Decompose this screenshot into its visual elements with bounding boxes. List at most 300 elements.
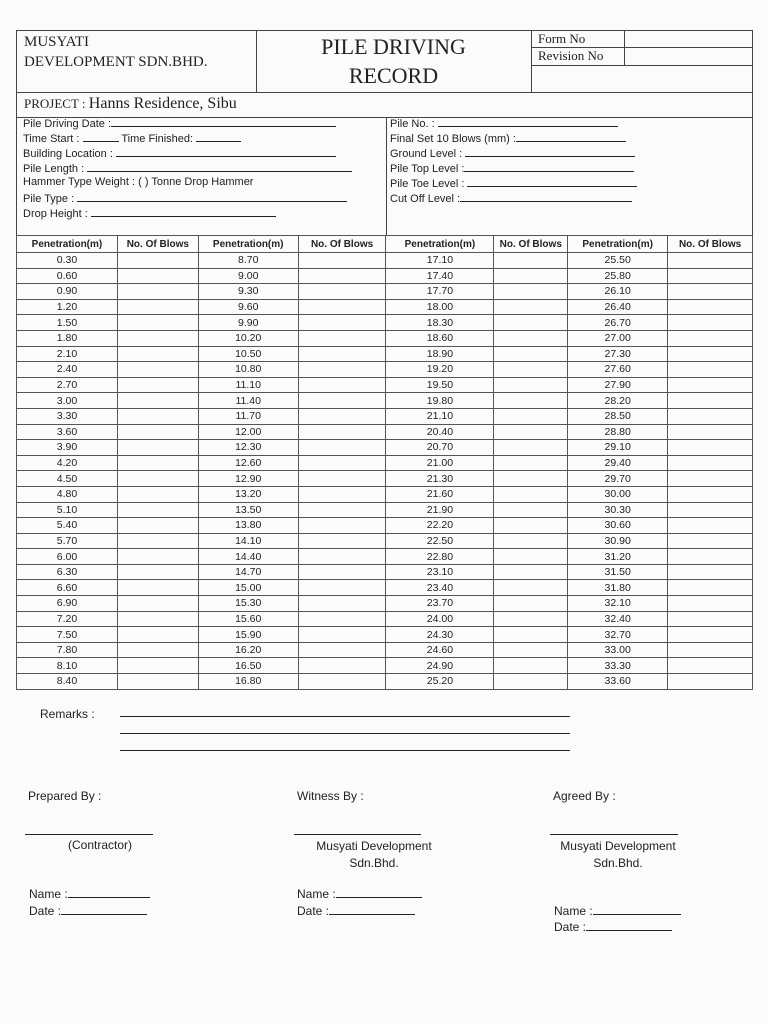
blows-cell[interactable] [668,471,753,487]
blows-cell[interactable] [494,408,568,424]
blows-cell[interactable] [298,362,386,378]
penetration-cell: 31.20 [568,549,668,565]
penetration-cell: 28.50 [568,408,668,424]
penetration-cell: 25.20 [386,674,494,690]
field-pile-type[interactable]: Pile Type : [23,191,347,205]
table-row [17,611,753,627]
blows-cell[interactable] [117,674,198,690]
penetration-cell: 7.80 [17,642,118,658]
field-cut-off-level[interactable]: Cut Off Level : [390,191,632,205]
blows-cell[interactable] [668,658,753,674]
blows-cell[interactable] [494,471,568,487]
blows-cell[interactable] [298,315,386,331]
date-field-prepared[interactable]: Date : [29,904,147,918]
table-row [17,299,753,315]
blows-cell[interactable] [668,580,753,596]
blows-cell[interactable] [117,533,198,549]
field-drop-height[interactable]: Drop Height : [23,206,276,220]
penetration-cell: 15.00 [198,580,298,596]
witness-org: Musyati Development Sdn.Bhd. [316,839,432,870]
penetration-cell: 20.40 [386,424,494,440]
table-row [17,330,753,346]
blows-cell[interactable] [117,564,198,580]
blows-cell[interactable] [668,502,753,518]
penetration-cell: 11.70 [198,408,298,424]
blows-cell[interactable] [494,346,568,362]
table-row [17,486,753,502]
blows-cell[interactable] [117,424,198,440]
contractor-label: (Contractor) [68,838,133,852]
blows-cell[interactable] [298,408,386,424]
blows-cell[interactable] [668,533,753,549]
blows-cell[interactable] [298,393,386,409]
table-row [17,533,753,549]
revision-no-label: Revision No [538,48,604,63]
blows-cell[interactable] [298,424,386,440]
penetration-cell: 30.30 [568,502,668,518]
penetration-cell: 9.60 [198,299,298,315]
penetration-cell: 4.80 [17,486,118,502]
field-pile-length[interactable]: Pile Length : [23,161,352,175]
blows-cell[interactable] [668,455,753,471]
blows-cell[interactable] [494,362,568,378]
blows-cell[interactable] [494,611,568,627]
penetration-cell: 13.80 [198,518,298,534]
blows-cell[interactable] [298,486,386,502]
blows-cell[interactable] [494,642,568,658]
field-ground-level[interactable]: Ground Level : [390,146,635,160]
blows-cell[interactable] [298,268,386,284]
blows-cell[interactable] [668,362,753,378]
column-header: Penetration(m) [198,236,298,253]
blows-cell[interactable] [117,627,198,643]
penetration-cell: 25.50 [568,253,668,269]
penetration-cell: 11.10 [198,377,298,393]
penetration-cell: 18.30 [386,315,494,331]
blows-cell[interactable] [298,580,386,596]
blows-cell[interactable] [494,518,568,534]
blows-cell[interactable] [298,346,386,362]
table-row [17,642,753,658]
page-title [256,32,531,90]
blows-cell[interactable] [494,455,568,471]
penetration-cell: 27.00 [568,330,668,346]
blows-cell[interactable] [298,596,386,612]
blows-cell[interactable] [117,299,198,315]
blows-cell[interactable] [298,533,386,549]
table-row [17,253,753,269]
penetration-cell: 19.80 [386,393,494,409]
blows-cell[interactable] [298,549,386,565]
penetration-cell: 12.60 [198,455,298,471]
table-row [17,440,753,456]
penetration-cell: 29.40 [568,455,668,471]
project-row [24,95,237,113]
penetration-cell: 12.90 [198,471,298,487]
remarks-line[interactable] [120,716,570,717]
penetration-cell: 16.50 [198,658,298,674]
blows-cell[interactable] [117,642,198,658]
penetration-cell: 9.30 [198,284,298,300]
blows-cell[interactable] [117,471,198,487]
column-header: No. Of Blows [117,236,198,253]
blows-cell[interactable] [117,253,198,269]
penetration-cell: 32.10 [568,596,668,612]
penetration-cell: 21.00 [386,455,494,471]
penetration-cell: 17.70 [386,284,494,300]
penetration-cell: 6.00 [17,549,118,565]
penetration-cell: 21.60 [386,486,494,502]
penetration-cell: 30.00 [568,486,668,502]
blows-cell[interactable] [117,658,198,674]
penetration-cell: 16.80 [198,674,298,690]
penetration-cell: 15.90 [198,627,298,643]
column-header: No. Of Blows [494,236,568,253]
penetration-cell: 13.50 [198,502,298,518]
blows-cell[interactable] [117,377,198,393]
blows-cell[interactable] [668,377,753,393]
penetration-cell: 33.60 [568,674,668,690]
blows-cell[interactable] [494,502,568,518]
blows-cell[interactable] [298,440,386,456]
table-row [17,471,753,487]
title-line: RECORD [348,63,439,88]
blows-cell[interactable] [298,284,386,300]
penetration-cell: 28.80 [568,424,668,440]
penetration-cell: 9.00 [198,268,298,284]
blows-cell[interactable] [668,642,753,658]
company-line: DEVELOPMENT SDN.BHD. [24,54,208,70]
blows-cell[interactable] [298,658,386,674]
table-row [17,393,753,409]
blows-cell[interactable] [117,393,198,409]
blows-cell[interactable] [494,377,568,393]
penetration-cell: 10.80 [198,362,298,378]
blows-cell[interactable] [494,549,568,565]
penetration-cell: 18.00 [386,299,494,315]
blows-cell[interactable] [668,284,753,300]
field-pile-driving-date[interactable]: Pile Driving Date : [23,116,336,130]
penetration-cell: 17.10 [386,253,494,269]
penetration-cell: 31.80 [568,580,668,596]
blows-cell[interactable] [117,346,198,362]
penetration-cell: 13.20 [198,486,298,502]
column-header: No. Of Blows [298,236,386,253]
penetration-cell: 26.40 [568,299,668,315]
blows-cell[interactable] [298,471,386,487]
penetration-cell: 16.20 [198,642,298,658]
blows-cell[interactable] [298,642,386,658]
blows-cell[interactable] [494,299,568,315]
field-time[interactable]: Time Start : Time Finished: [23,131,241,145]
penetration-cell: 23.10 [386,564,494,580]
penetration-cell: 30.60 [568,518,668,534]
table-row [17,315,753,331]
penetration-cell: 8.40 [17,674,118,690]
penetration-cell: 7.20 [17,611,118,627]
field-pile-toe-level[interactable]: Pile Toe Level : [390,176,637,190]
penetration-cell: 20.70 [386,440,494,456]
penetration-cell: 18.90 [386,346,494,362]
penetration-cell: 0.30 [17,253,118,269]
penetration-cell: 24.90 [386,658,494,674]
blows-cell[interactable] [298,611,386,627]
blows-cell[interactable] [494,253,568,269]
penetration-cell: 8.10 [17,658,118,674]
penetration-cell: 10.20 [198,330,298,346]
blows-cell[interactable] [668,564,753,580]
table-row [17,408,753,424]
blows-cell[interactable] [668,549,753,565]
penetration-cell: 15.30 [198,596,298,612]
penetration-cell: 1.50 [17,315,118,331]
penetration-cell: 6.90 [17,596,118,612]
blows-cell[interactable] [494,596,568,612]
penetration-cell: 27.90 [568,377,668,393]
table-row [17,518,753,534]
column-header: Penetration(m) [17,236,118,253]
blows-cell[interactable] [298,502,386,518]
penetration-cell: 0.60 [17,268,118,284]
field-final-set[interactable]: Final Set 10 Blows (mm) : [390,131,626,145]
blows-cell[interactable] [117,315,198,331]
witness-by-label: Witness By : [297,789,364,803]
table-header-row [17,236,753,253]
blows-cell[interactable] [668,315,753,331]
penetration-cell: 24.00 [386,611,494,627]
blows-cell[interactable] [668,393,753,409]
penetration-cell: 27.30 [568,346,668,362]
blows-cell[interactable] [668,611,753,627]
date-field-agreed[interactable]: Date : [554,920,672,934]
blows-cell[interactable] [298,253,386,269]
column-header: Penetration(m) [386,236,494,253]
table-row [17,284,753,300]
blows-cell[interactable] [494,393,568,409]
table-row [17,346,753,362]
blows-cell[interactable] [668,253,753,269]
penetration-cell: 12.30 [198,440,298,456]
blows-cell[interactable] [668,518,753,534]
prepared-by-label: Prepared By : [28,789,102,803]
blows-cell[interactable] [494,315,568,331]
penetration-table [16,235,753,690]
table-row [17,658,753,674]
blows-cell[interactable] [117,596,198,612]
blows-cell[interactable] [494,533,568,549]
name-field-prepared[interactable]: Name : [29,887,150,901]
penetration-cell: 33.00 [568,642,668,658]
name-field-agreed[interactable]: Name : [554,904,681,918]
blows-cell[interactable] [494,440,568,456]
blows-cell[interactable] [668,440,753,456]
penetration-cell: 2.40 [17,362,118,378]
blows-cell[interactable] [494,268,568,284]
table-row [17,424,753,440]
signature-line[interactable] [25,834,153,835]
penetration-cell: 2.10 [17,346,118,362]
penetration-cell: 33.30 [568,658,668,674]
blows-cell[interactable] [668,408,753,424]
blows-cell[interactable] [298,455,386,471]
blows-cell[interactable] [298,299,386,315]
blows-cell[interactable] [668,424,753,440]
penetration-cell: 29.70 [568,471,668,487]
form-no-label: Form No [538,31,586,46]
penetration-cell: 22.80 [386,549,494,565]
field-pile-top-level[interactable]: Pile Top Level : [390,161,634,175]
penetration-cell: 28.20 [568,393,668,409]
penetration-cell: 21.90 [386,502,494,518]
table-row [17,362,753,378]
company-name [24,32,207,72]
penetration-cell: 3.00 [17,393,118,409]
penetration-cell: 1.20 [17,299,118,315]
penetration-cell: 3.60 [17,424,118,440]
field-pile-no[interactable]: Pile No. : [390,116,618,130]
remarks-line[interactable] [120,750,570,751]
signature-line[interactable] [550,834,678,835]
blows-cell[interactable] [494,284,568,300]
blows-cell[interactable] [494,627,568,643]
blows-cell[interactable] [117,580,198,596]
blows-cell[interactable] [117,330,198,346]
title-line: PILE DRIVING [321,34,466,59]
penetration-cell: 29.10 [568,440,668,456]
blows-cell[interactable] [668,486,753,502]
penetration-cell: 5.40 [17,518,118,534]
divider [16,92,753,93]
blows-cell[interactable] [494,580,568,596]
name-field-witness[interactable]: Name : [297,887,422,901]
company-line: MUSYATI [24,34,90,50]
table-row [17,455,753,471]
column-header: Penetration(m) [568,236,668,253]
blows-cell[interactable] [298,518,386,534]
divider [386,117,387,235]
penetration-cell: 21.30 [386,471,494,487]
blows-cell[interactable] [668,330,753,346]
penetration-cell: 8.70 [198,253,298,269]
penetration-cell: 10.50 [198,346,298,362]
blows-cell[interactable] [117,284,198,300]
blows-cell[interactable] [298,564,386,580]
divider [531,65,753,66]
penetration-cell: 5.10 [17,502,118,518]
blows-cell[interactable] [298,674,386,690]
remarks-label: Remarks : [40,707,95,721]
blows-cell[interactable] [668,627,753,643]
blows-cell[interactable] [494,424,568,440]
penetration-cell: 6.30 [17,564,118,580]
penetration-cell: 4.20 [17,455,118,471]
table-row [17,549,753,565]
blows-cell[interactable] [494,674,568,690]
remarks-line[interactable] [120,733,570,734]
blows-cell[interactable] [668,299,753,315]
blows-cell[interactable] [117,518,198,534]
penetration-cell: 11.40 [198,393,298,409]
blows-cell[interactable] [117,455,198,471]
table-row [17,502,753,518]
penetration-cell: 19.50 [386,377,494,393]
table-row [17,627,753,643]
penetration-cell: 21.10 [386,408,494,424]
penetration-cell: 6.60 [17,580,118,596]
penetration-cell: 23.40 [386,580,494,596]
blows-cell[interactable] [117,549,198,565]
penetration-cell: 25.80 [568,268,668,284]
penetration-cell: 27.60 [568,362,668,378]
agreed-by-label: Agreed By : [553,789,616,803]
agreed-org: Musyati Development Sdn.Bhd. [560,839,676,870]
blows-cell[interactable] [117,408,198,424]
penetration-cell: 9.90 [198,315,298,331]
field-hammer-type: Hammer Type Weight : ( ) Tonne Drop Hammer [23,176,254,188]
penetration-cell: 24.30 [386,627,494,643]
date-field-witness[interactable]: Date : [297,904,415,918]
penetration-cell: 19.20 [386,362,494,378]
blows-cell[interactable] [668,596,753,612]
table-row [17,596,753,612]
penetration-cell: 15.60 [198,611,298,627]
penetration-cell: 14.40 [198,549,298,565]
blows-cell[interactable] [668,346,753,362]
project-label: PROJECT : [24,96,86,111]
table-row [17,580,753,596]
blows-cell[interactable] [117,502,198,518]
blows-cell[interactable] [494,330,568,346]
penetration-cell: 26.10 [568,284,668,300]
penetration-cell: 5.70 [17,533,118,549]
blows-cell[interactable] [117,440,198,456]
penetration-cell: 14.70 [198,564,298,580]
penetration-cell: 31.50 [568,564,668,580]
signature-line[interactable] [294,834,421,835]
penetration-cell: 14.10 [198,533,298,549]
penetration-cell: 22.50 [386,533,494,549]
blows-cell[interactable] [117,268,198,284]
blows-cell[interactable] [668,674,753,690]
penetration-cell: 1.80 [17,330,118,346]
blows-cell[interactable] [117,611,198,627]
penetration-cell: 26.70 [568,315,668,331]
penetration-cell: 4.50 [17,471,118,487]
blows-cell[interactable] [298,377,386,393]
table-row [17,674,753,690]
table-row [17,377,753,393]
penetration-cell: 22.20 [386,518,494,534]
penetration-cell: 3.90 [17,440,118,456]
project-value: Hanns Residence, Sibu [88,95,237,112]
penetration-cell: 0.90 [17,284,118,300]
blows-cell[interactable] [117,486,198,502]
blows-cell[interactable] [298,330,386,346]
blows-cell[interactable] [117,362,198,378]
penetration-cell: 2.70 [17,377,118,393]
penetration-cell: 24.60 [386,642,494,658]
penetration-cell: 30.90 [568,533,668,549]
column-header: No. Of Blows [668,236,753,253]
blows-cell[interactable] [668,268,753,284]
penetration-cell: 3.30 [17,408,118,424]
blows-cell[interactable] [494,486,568,502]
table-row [17,268,753,284]
blows-cell[interactable] [494,564,568,580]
field-building-location[interactable]: Building Location : [23,146,336,160]
blows-cell[interactable] [298,627,386,643]
blows-cell[interactable] [494,658,568,674]
